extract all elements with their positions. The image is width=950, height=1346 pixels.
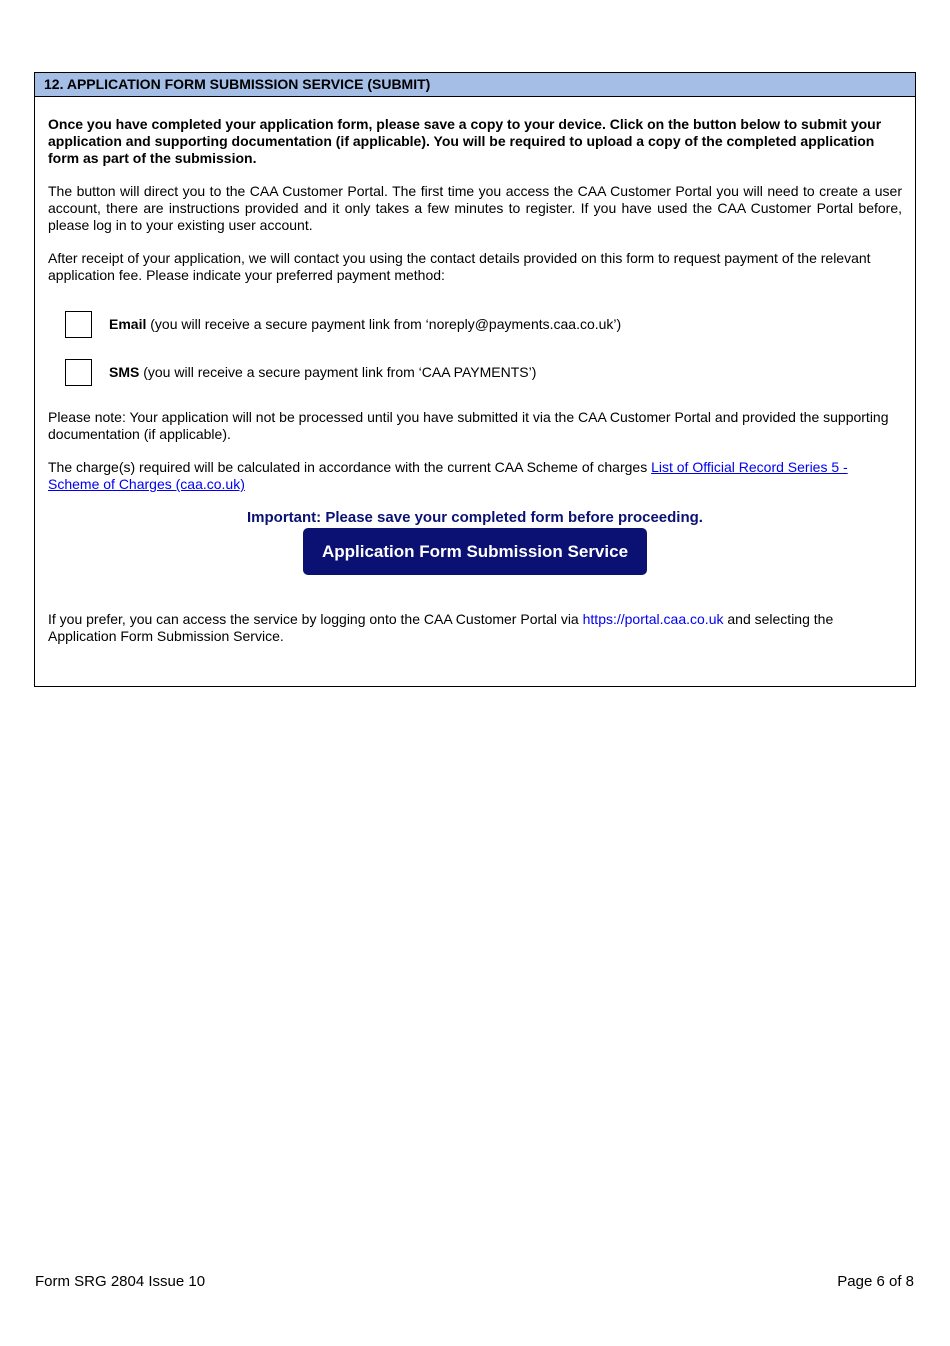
charges-text: The charge(s) required will be calculated in accordance with the current CAA Scheme of charges <box>48 459 652 475</box>
email-checkbox[interactable] <box>65 311 92 338</box>
email-desc: (you will receive a secure payment link from ‘noreply@payments.caa.co.uk’) <box>146 316 622 332</box>
email-label: Email <box>109 316 147 332</box>
section-header: 12. APPLICATION FORM SUBMISSION SERVICE (SUBMIT) <box>35 73 915 97</box>
charges-link[interactable]: List of Official Record Series 5 - Scheme of Charges (caa.co.uk) <box>48 459 848 492</box>
option-sms <box>48 359 902 386</box>
portal-link[interactable]: https://portal.caa.co.uk <box>582 611 724 627</box>
form-id: Form SRG 2804 Issue 10 <box>35 1273 206 1290</box>
alt-text-end: and selecting the Application Form Submission Service. <box>48 611 834 644</box>
sms-checkbox[interactable] <box>65 359 92 386</box>
payment-text: After receipt of your application, we will contact you using the contact details provided on this form to request payment of the relevant application fee. Please indicate your preferred payment method: <box>48 250 871 283</box>
option-email <box>48 311 902 338</box>
note-text: Please note: Your application will not be processed until you have submitted it via the CAA Customer Portal and provided the supporting documentation (if applicable). <box>48 409 889 442</box>
alt-text: If you prefer, you can access the service by logging onto the CAA Customer Portal via <box>48 611 583 627</box>
section-box <box>34 72 916 687</box>
page-number: Page 6 of 8 <box>837 1273 914 1290</box>
intro-text: Once you have completed your application form, please save a copy to your device. Click on the button below to submit your application and supporting documentation (if applicable). You will be required to upload a copy of the completed application form as part of the submission. <box>48 116 882 166</box>
sms-desc: (you will receive a secure payment link from ‘CAA PAYMENTS’) <box>139 364 537 380</box>
sms-label: SMS <box>109 364 140 380</box>
portal-text: The button will direct you to the CAA Customer Portal. The first time you access the CAA Customer Portal you will need to create a user account, there are instructions provided and it only takes a few minutes to register. If you have used the CAA Customer Portal before, please log in to your existing user account. <box>48 183 902 233</box>
important-notice: Important: Please save your completed form before proceeding. <box>247 509 703 526</box>
submission-service-button[interactable]: Application Form Submission Service <box>303 528 647 575</box>
